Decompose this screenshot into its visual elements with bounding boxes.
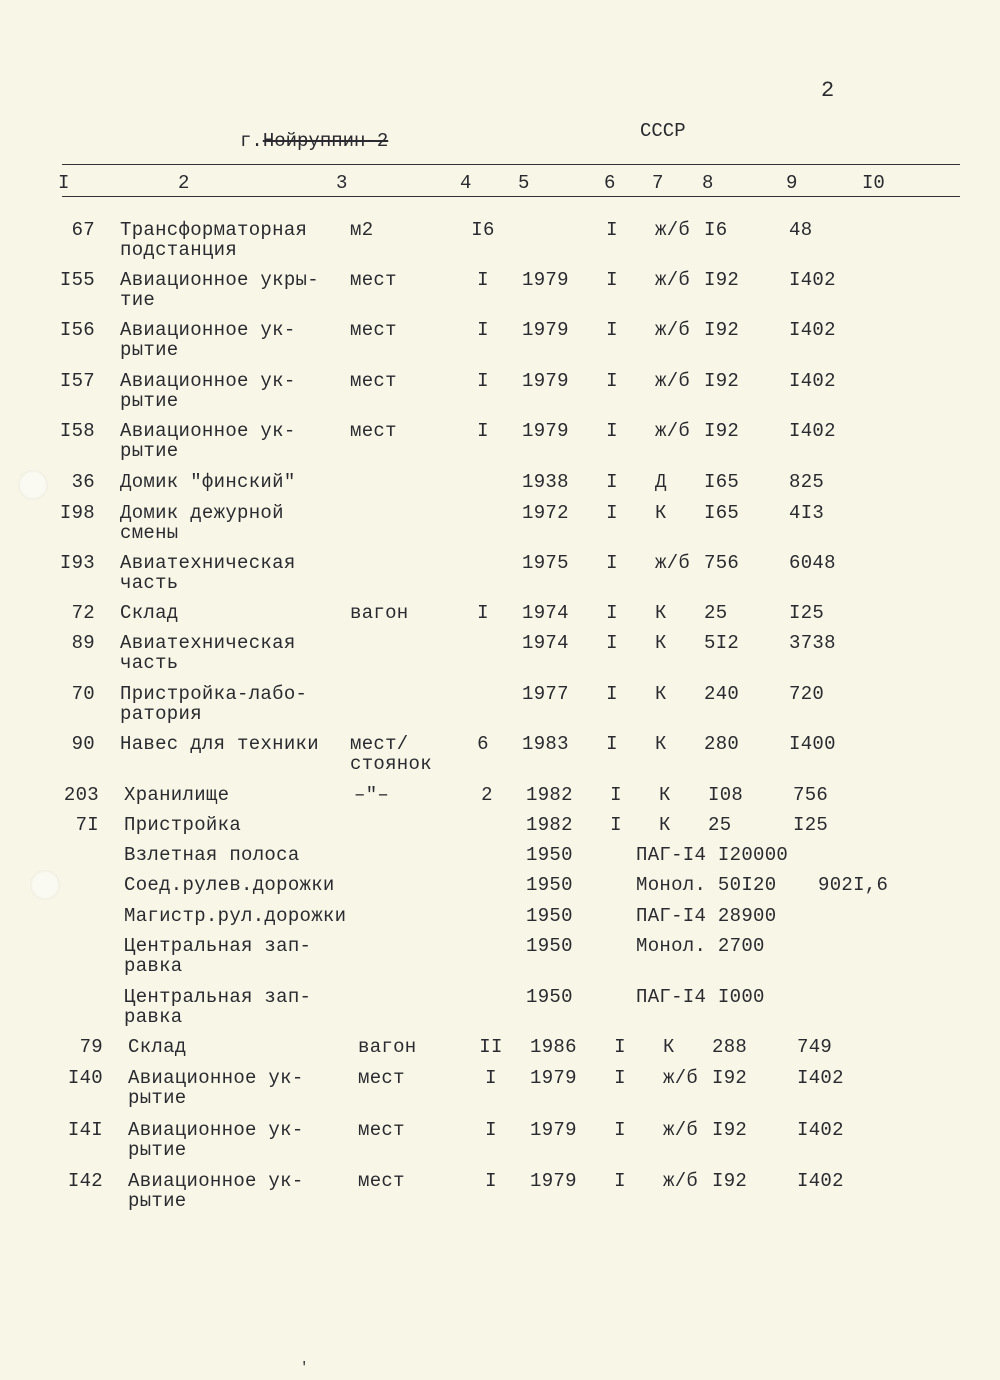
row-number: 67	[71, 219, 95, 241]
column-9-value: 902I,6	[818, 874, 889, 896]
location-prefix: г.	[240, 130, 263, 152]
column-9-value: 4I3	[789, 502, 825, 524]
quantity: I	[477, 370, 489, 392]
table-row	[0, 320, 1000, 370]
column-9-value: 756	[793, 784, 829, 806]
year-built: 1979	[530, 1067, 577, 1089]
column-6-value: I	[610, 814, 622, 836]
header-rule-bottom	[62, 196, 960, 197]
object-name: Авиационное ук- рытие	[128, 1170, 304, 1212]
year-built: 1982	[526, 814, 573, 836]
material: К	[655, 733, 667, 755]
column-8-value: I65	[704, 502, 740, 524]
row-number: I55	[59, 269, 95, 291]
column-6-value: I	[606, 602, 618, 624]
quantity: I	[477, 420, 489, 442]
column-8-value: I65	[704, 471, 740, 493]
year-built: 1950	[526, 986, 573, 1008]
object-name: Авиационное ук- рытие	[128, 1119, 304, 1161]
row-number: 90	[71, 733, 95, 755]
quantity: I	[485, 1067, 497, 1089]
material: ж/б	[655, 552, 691, 574]
row-number: 70	[71, 683, 95, 705]
object-name: Центральная зап- равка	[124, 986, 312, 1028]
row-number: 89	[71, 632, 95, 654]
material: Монол. 50I20	[636, 874, 777, 896]
object-name: Центральная зап- равка	[124, 935, 312, 977]
column-number: 3	[336, 172, 348, 194]
material: ПАГ-I4 I20000	[636, 844, 789, 866]
row-number: I56	[59, 319, 95, 341]
column-number: 4	[460, 172, 472, 194]
table-row	[0, 220, 1000, 270]
object-name: Авиатехническая часть	[120, 632, 296, 674]
unit: мест	[350, 370, 397, 392]
quantity: I	[485, 1119, 497, 1141]
material: Монол. 2700	[636, 935, 765, 957]
column-8-value: 288	[712, 1036, 748, 1058]
row-number: I40	[67, 1067, 103, 1089]
quantity: I	[485, 1170, 497, 1192]
object-name: Пристройка	[124, 814, 242, 836]
column-number: 2	[178, 172, 190, 194]
column-8-value: I08	[708, 784, 744, 806]
column-9-value: I402	[797, 1067, 844, 1089]
material: ж/б	[655, 269, 691, 291]
object-name: Склад	[128, 1036, 187, 1058]
location-heading	[240, 130, 388, 152]
object-name: Магистр.рул.дорожки	[124, 905, 347, 927]
column-number: 7	[652, 172, 664, 194]
year-built: 1983	[522, 733, 569, 755]
country-heading: СССР	[640, 120, 686, 142]
column-6-value: I	[606, 632, 618, 654]
object-name: Авиационное ук- рытие	[120, 370, 296, 412]
unit: мест	[350, 319, 397, 341]
year-built: 1977	[522, 683, 569, 705]
material: ж/б	[655, 219, 691, 241]
column-9-value: I402	[789, 420, 836, 442]
table-row	[0, 684, 1000, 734]
column-8-value: 25	[708, 814, 732, 836]
column-8-value: I92	[704, 269, 740, 291]
row-number: I93	[59, 552, 95, 574]
material: ж/б	[663, 1170, 699, 1192]
material: ПАГ-I4 28900	[636, 905, 777, 927]
column-9-value: I402	[789, 319, 836, 341]
object-name: Домик "финский"	[120, 471, 296, 493]
column-6-value: I	[606, 370, 618, 392]
column-number: I	[58, 172, 70, 194]
object-name: Домик дежурной смены	[120, 502, 284, 544]
quantity: I	[477, 269, 489, 291]
year-built: 1950	[526, 905, 573, 927]
column-number: I0	[862, 172, 885, 194]
column-6-value: I	[606, 319, 618, 341]
column-number: 6	[604, 172, 616, 194]
quantity: I6	[471, 219, 495, 241]
unit: м2	[350, 219, 374, 241]
column-9-value: 6048	[789, 552, 836, 574]
material: К	[655, 632, 667, 654]
unit: мест	[358, 1119, 405, 1141]
year-built: 1982	[526, 784, 573, 806]
column-8-value: 756	[704, 552, 740, 574]
column-9-value: 48	[789, 219, 813, 241]
footer-mark: '	[300, 1360, 309, 1376]
row-number: I42	[67, 1170, 103, 1192]
table-row	[0, 1120, 1000, 1170]
year-built: 1974	[522, 602, 569, 624]
column-9-value: I25	[789, 602, 825, 624]
unit: мест	[358, 1170, 405, 1192]
unit: вагон	[350, 602, 409, 624]
year-built: 1986	[530, 1036, 577, 1058]
object-name: Авиационное укры- тие	[120, 269, 319, 311]
column-9-value: 3738	[789, 632, 836, 654]
unit: мест	[350, 269, 397, 291]
row-number: 79	[79, 1036, 103, 1058]
column-8-value: I92	[704, 370, 740, 392]
column-8-value: I92	[712, 1067, 748, 1089]
table-row	[0, 633, 1000, 683]
column-6-value: I	[614, 1067, 626, 1089]
column-9-value: 720	[789, 683, 825, 705]
row-number: 7I	[75, 814, 99, 836]
column-6-value: I	[614, 1036, 626, 1058]
column-9-value: I25	[793, 814, 829, 836]
material: К	[663, 1036, 675, 1058]
column-8-value: 280	[704, 733, 740, 755]
column-number: 8	[702, 172, 714, 194]
material: К	[655, 502, 667, 524]
material: К	[659, 784, 671, 806]
row-number: I98	[59, 502, 95, 524]
column-9-value: I400	[789, 733, 836, 755]
material: ж/б	[655, 319, 691, 341]
column-6-value: I	[606, 502, 618, 524]
year-built: 1979	[530, 1119, 577, 1141]
column-9-value: 749	[797, 1036, 833, 1058]
material: Д	[655, 471, 667, 493]
column-8-value: 5I2	[704, 632, 740, 654]
table-row	[0, 421, 1000, 471]
object-name: Авиационное ук- рытие	[120, 420, 296, 462]
column-6-value: I	[606, 420, 618, 442]
table-row	[0, 270, 1000, 320]
table-row	[0, 987, 1000, 1037]
column-8-value: I92	[712, 1119, 748, 1141]
material: К	[655, 683, 667, 705]
column-9-value: I402	[789, 269, 836, 291]
year-built: 1979	[522, 319, 569, 341]
column-8-value: I92	[704, 420, 740, 442]
object-name: Авиатехническая часть	[120, 552, 296, 594]
unit: мест/ стоянок	[350, 733, 432, 775]
column-6-value: I	[606, 219, 618, 241]
table-row	[0, 1171, 1000, 1221]
column-6-value: I	[614, 1170, 626, 1192]
object-name: Соед.рулев.дорожки	[124, 874, 335, 896]
object-name: Трансформаторная подстанция	[120, 219, 308, 261]
year-built: 1950	[526, 935, 573, 957]
row-number: I4I	[67, 1119, 103, 1141]
column-6-value: I	[614, 1119, 626, 1141]
year-built: 1974	[522, 632, 569, 654]
quantity: 6	[477, 733, 489, 755]
year-built: 1979	[522, 370, 569, 392]
year-built: 1950	[526, 844, 573, 866]
year-built: 1972	[522, 502, 569, 524]
row-number: I57	[59, 370, 95, 392]
year-built: 1975	[522, 552, 569, 574]
column-8-value: I92	[704, 319, 740, 341]
object-name: Авиационное ук- рытие	[120, 319, 296, 361]
table-row	[0, 734, 1000, 784]
column-6-value: I	[606, 471, 618, 493]
column-number: 9	[786, 172, 798, 194]
unit: вагон	[358, 1036, 417, 1058]
year-built: 1950	[526, 874, 573, 896]
row-number: I58	[59, 420, 95, 442]
material: ж/б	[663, 1119, 699, 1141]
column-number: 5	[518, 172, 530, 194]
row-number: 72	[71, 602, 95, 624]
table-row	[0, 371, 1000, 421]
object-name: Склад	[120, 602, 179, 624]
unit: мест	[350, 420, 397, 442]
year-built: 1979	[522, 420, 569, 442]
material: К	[659, 814, 671, 836]
column-9-value: I402	[797, 1119, 844, 1141]
object-name: Хранилище	[124, 784, 230, 806]
table-row	[0, 553, 1000, 603]
object-name: Пристройка-лабо- ратория	[120, 683, 308, 725]
header-rule-top	[62, 164, 960, 165]
table-row	[0, 503, 1000, 553]
column-8-value: 25	[704, 602, 728, 624]
column-9-value: 825	[789, 471, 825, 493]
column-9-value: I402	[797, 1170, 844, 1192]
year-built: 1979	[530, 1170, 577, 1192]
column-6-value: I	[606, 683, 618, 705]
quantity: I	[477, 319, 489, 341]
unit: –"–	[354, 784, 390, 806]
column-6-value: I	[610, 784, 622, 806]
column-8-value: I92	[712, 1170, 748, 1192]
table-row	[0, 1068, 1000, 1118]
year-built: 1938	[522, 471, 569, 493]
quantity: I	[477, 602, 489, 624]
column-6-value: I	[606, 552, 618, 574]
column-6-value: I	[606, 733, 618, 755]
unit: мест	[358, 1067, 405, 1089]
row-number: 36	[71, 471, 95, 493]
column-8-value: 240	[704, 683, 740, 705]
column-9-value: I402	[789, 370, 836, 392]
row-number: 203	[63, 784, 99, 806]
object-name: Взлетная полоса	[124, 844, 300, 866]
year-built: 1979	[522, 269, 569, 291]
quantity: II	[479, 1036, 503, 1058]
material: ж/б	[655, 420, 691, 442]
material: ж/б	[655, 370, 691, 392]
location-struck: Нойруппин-2	[262, 130, 389, 152]
material: ПАГ-I4 I000	[636, 986, 765, 1008]
table-row	[0, 936, 1000, 986]
column-8-value: I6	[704, 219, 728, 241]
quantity: 2	[481, 784, 493, 806]
column-6-value: I	[606, 269, 618, 291]
material: К	[655, 602, 667, 624]
object-name: Навес для техники	[120, 733, 319, 755]
material: ж/б	[663, 1067, 699, 1089]
page-number: 2	[821, 78, 835, 103]
object-name: Авиационное ук- рытие	[128, 1067, 304, 1109]
